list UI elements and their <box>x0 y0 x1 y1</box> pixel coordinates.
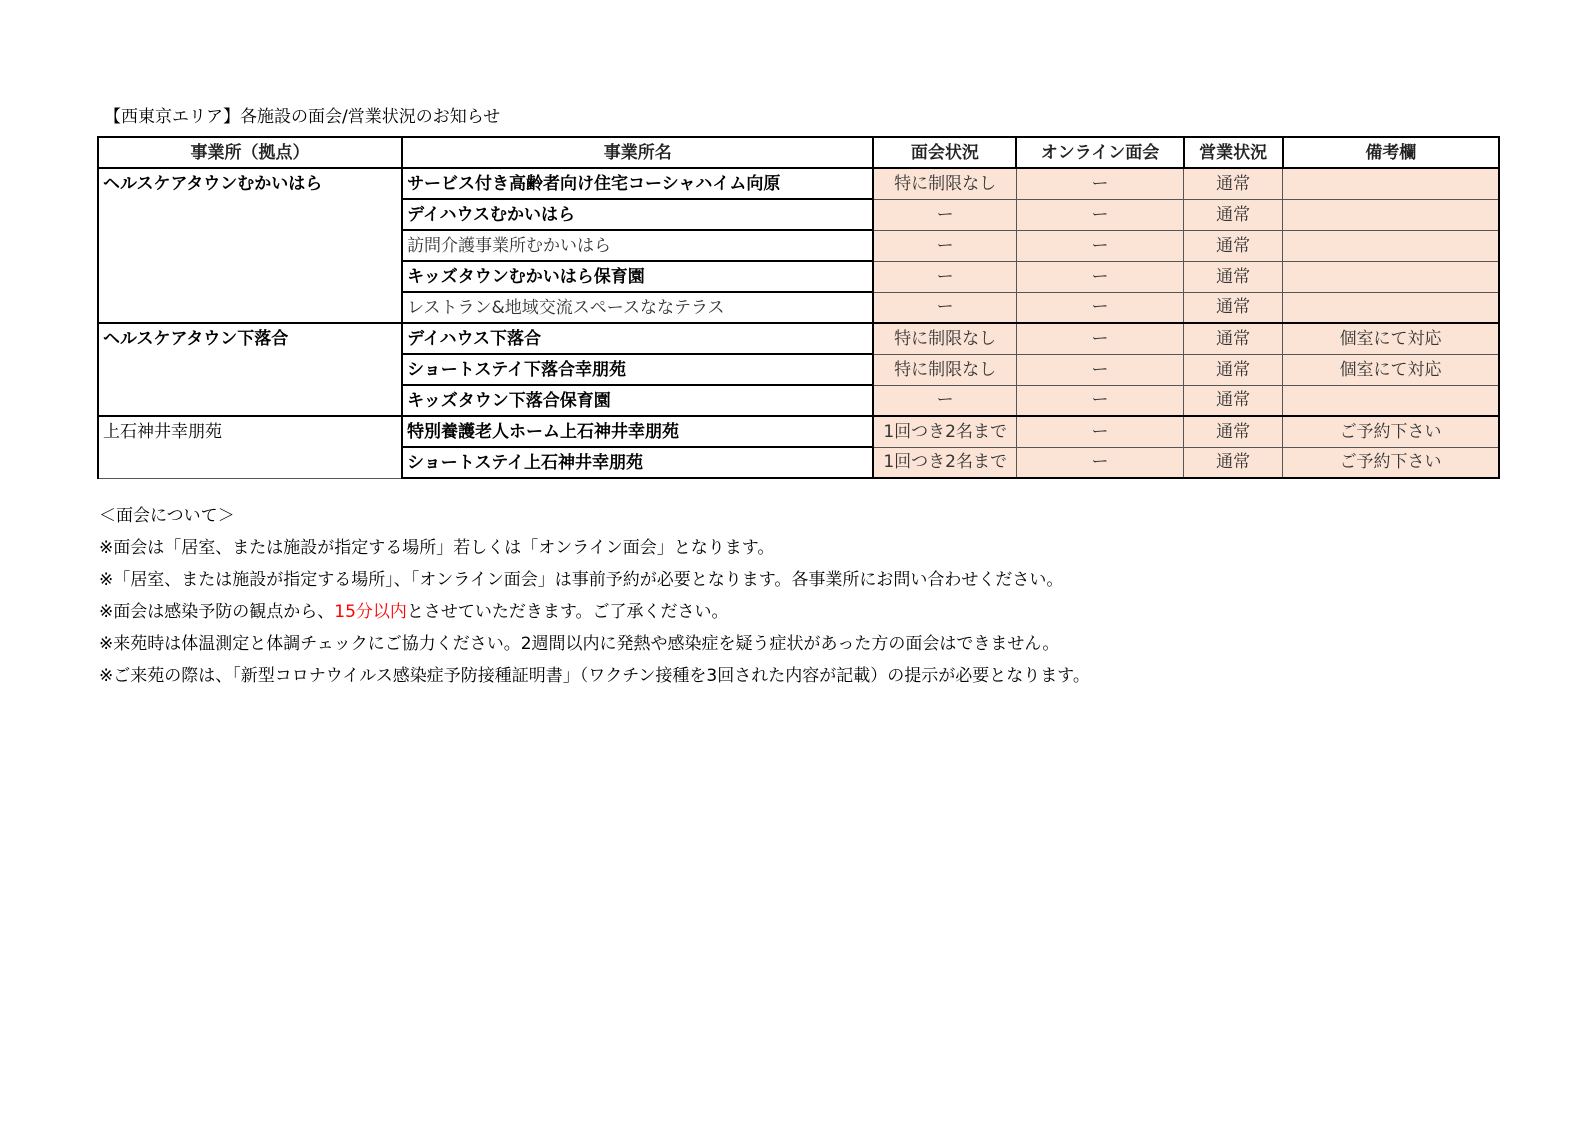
visit-status-cell: ー <box>873 261 1016 292</box>
visit-notes <box>99 500 1090 692</box>
remarks-cell: ご予約下さい <box>1283 416 1499 447</box>
base-cell: ヘルスケアタウン下落合 <box>98 323 402 416</box>
notes-heading: ＜面会について＞ <box>99 506 235 526</box>
visit-status-cell: ー <box>873 230 1016 261</box>
facility-name: キッズタウンむかいはら保育園 <box>402 261 873 292</box>
visit-status-cell: ー <box>873 292 1016 323</box>
table-row <box>98 416 1499 447</box>
table-row <box>98 323 1499 354</box>
page-title: 【西東京エリア】各施設の面会/営業状況のお知らせ <box>104 107 501 127</box>
visit-status-cell: ー <box>873 199 1016 230</box>
note-text: ※面会は感染予防の観点から、 <box>99 602 335 622</box>
visit-status-cell: 1回つき2名まで <box>873 447 1016 478</box>
business-status-cell: 通常 <box>1184 354 1283 385</box>
base-cell: 上石神井幸朋苑 <box>98 416 402 478</box>
facility-name: 訪問介護事業所むかいはら <box>402 230 873 261</box>
business-status-cell: 通常 <box>1184 230 1283 261</box>
header-remarks: 備考欄 <box>1283 137 1499 168</box>
header-visit-status: 面会状況 <box>873 137 1016 168</box>
note-text: とさせていただきます。ご了承ください。 <box>406 602 729 622</box>
online-visit-cell: ー <box>1016 385 1183 416</box>
duration-highlight: 15分以内 <box>334 602 407 622</box>
note-line: ※面会は「居室、または施設が指定する場所」若しくは「オンライン面会」となります。 <box>99 538 775 558</box>
visit-status-cell: ー <box>873 385 1016 416</box>
facility-status-table <box>97 136 1500 479</box>
base-cell: ヘルスケアタウンむかいはら <box>98 168 402 323</box>
online-visit-cell: ー <box>1016 323 1183 354</box>
remarks-cell <box>1283 199 1499 230</box>
online-visit-cell: ー <box>1016 230 1183 261</box>
business-status-cell: 通常 <box>1184 292 1283 323</box>
business-status-cell: 通常 <box>1184 416 1283 447</box>
online-visit-cell: ー <box>1016 354 1183 385</box>
visit-status-cell: 特に制限なし <box>873 168 1016 199</box>
online-visit-cell: ー <box>1016 168 1183 199</box>
header-business-status: 営業状況 <box>1184 137 1283 168</box>
facility-name: 特別養護老人ホーム上石神井幸朋苑 <box>402 416 873 447</box>
note-line: ※「居室、または施設が指定する場所」、「オンライン面会」は事前予約が必要となります。各事業所にお問い合わせください。 <box>99 570 1064 590</box>
remarks-cell <box>1283 230 1499 261</box>
note-line: ※来苑時は体温測定と体調チェックにご協力ください。2週間以内に発熱や感染症を疑う症状があった方の面会はできません。 <box>99 634 1060 654</box>
visit-status-cell: 特に制限なし <box>873 323 1016 354</box>
visit-status-cell: 特に制限なし <box>873 354 1016 385</box>
header-base: 事業所（拠点） <box>98 137 402 168</box>
facility-name: キッズタウン下落合保育園 <box>402 385 873 416</box>
note-line: ※ご来苑の際は、「新型コロナウイルス感染症予防接種証明書」（ワクチン接種を3回された内容が記載）の提示が必要となります。 <box>99 666 1090 686</box>
business-status-cell: 通常 <box>1184 199 1283 230</box>
facility-name: ショートステイ上石神井幸朋苑 <box>402 447 873 478</box>
online-visit-cell: ー <box>1016 447 1183 478</box>
facility-name: レストラン&地域交流スペースななテラス <box>402 292 873 323</box>
business-status-cell: 通常 <box>1184 385 1283 416</box>
table-header-row <box>98 137 1499 168</box>
business-status-cell: 通常 <box>1184 168 1283 199</box>
facility-name: デイハウスむかいはら <box>402 199 873 230</box>
remarks-cell: 個室にて対応 <box>1283 354 1499 385</box>
header-online-visit: オンライン面会 <box>1016 137 1183 168</box>
business-status-cell: 通常 <box>1184 261 1283 292</box>
online-visit-cell: ー <box>1016 292 1183 323</box>
business-status-cell: 通常 <box>1184 323 1283 354</box>
facility-name: ショートステイ下落合幸朋苑 <box>402 354 873 385</box>
remarks-cell <box>1283 261 1499 292</box>
online-visit-cell: ー <box>1016 416 1183 447</box>
business-status-cell: 通常 <box>1184 447 1283 478</box>
remarks-cell <box>1283 385 1499 416</box>
visit-status-cell: 1回つき2名まで <box>873 416 1016 447</box>
remarks-cell <box>1283 292 1499 323</box>
online-visit-cell: ー <box>1016 261 1183 292</box>
table-row <box>98 168 1499 199</box>
facility-name: デイハウス下落合 <box>402 323 873 354</box>
note-line-duration <box>99 596 1090 628</box>
remarks-cell <box>1283 168 1499 199</box>
remarks-cell: ご予約下さい <box>1283 447 1499 478</box>
facility-name: サービス付き高齢者向け住宅コーシャハイム向原 <box>402 168 873 199</box>
remarks-cell: 個室にて対応 <box>1283 323 1499 354</box>
header-facility: 事業所名 <box>402 137 873 168</box>
online-visit-cell: ー <box>1016 199 1183 230</box>
